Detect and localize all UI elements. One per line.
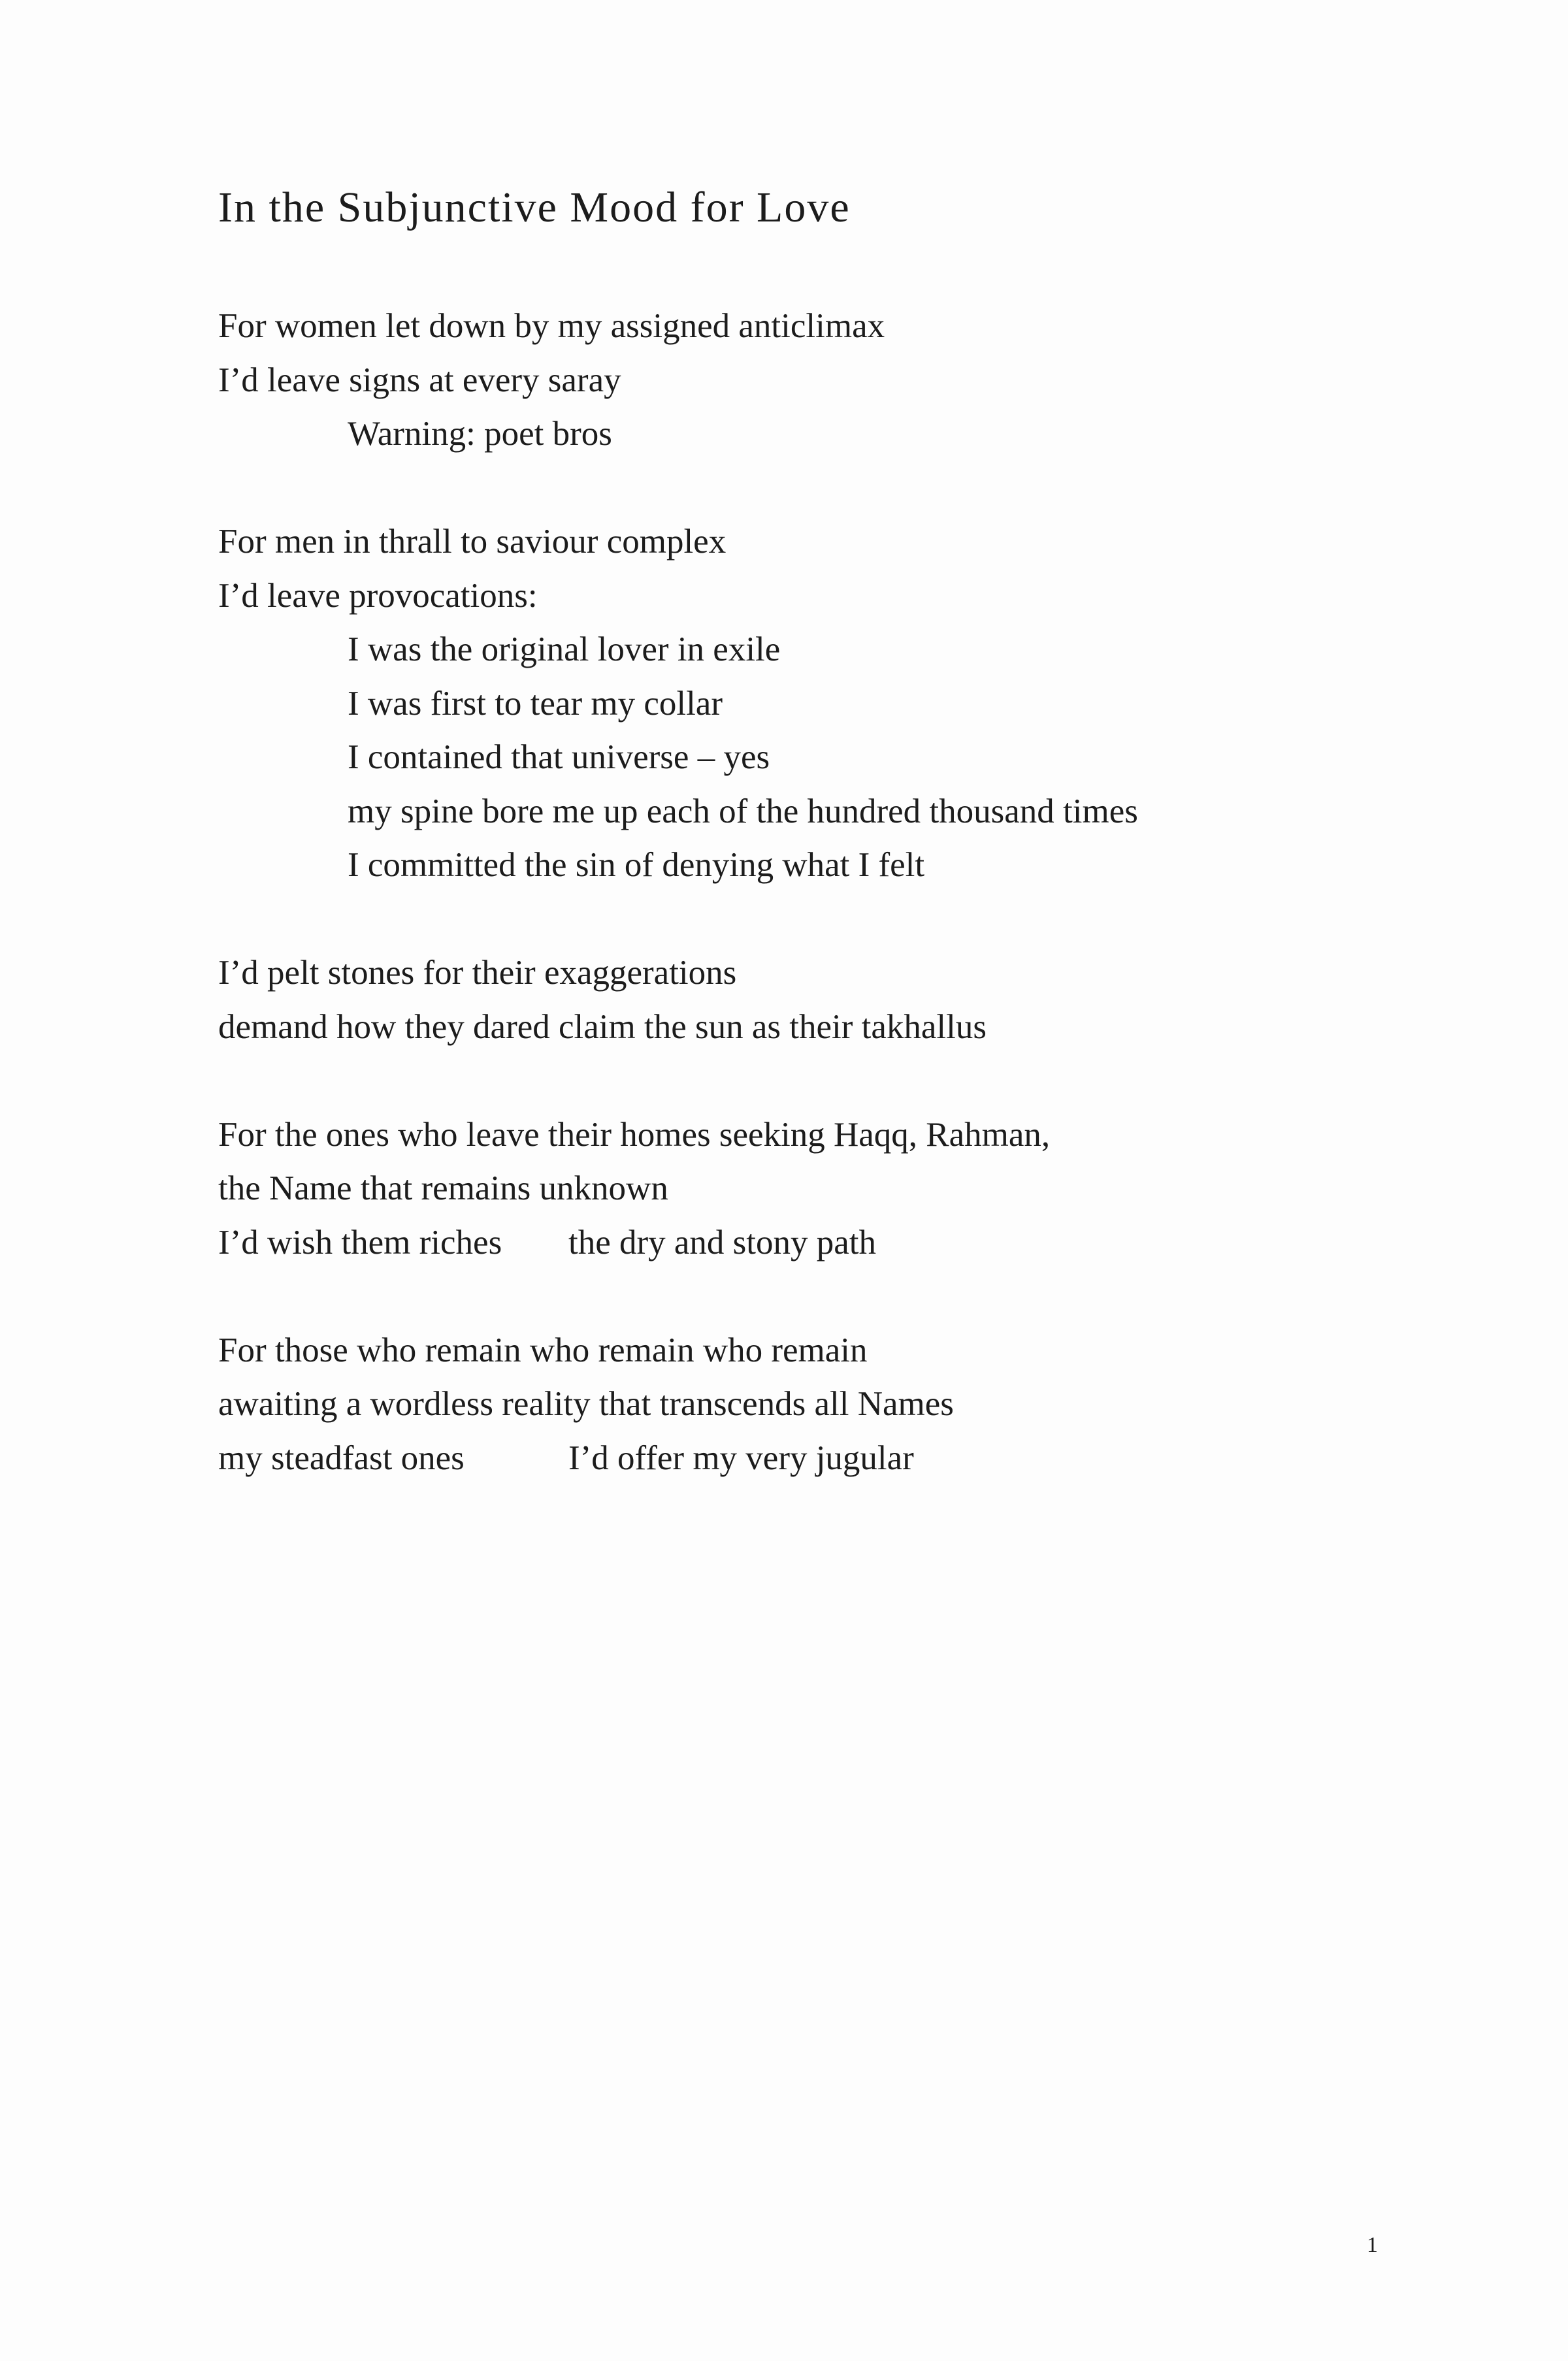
poem-title: In the Subjunctive Mood for Love [218, 184, 851, 231]
stanza-4 [218, 1108, 1492, 1270]
poem-line: For those who remain who remain who remain [218, 1331, 868, 1369]
poem-body [218, 299, 1492, 1539]
poem-line-indented: I committed the sin of denying what I felt [348, 846, 925, 884]
stanza-5 [218, 1324, 1492, 1486]
poem-line-split [218, 1216, 1492, 1270]
poem-line: I’d leave provocations: [218, 576, 538, 615]
poem-line-split [218, 1431, 1492, 1486]
poem-line: I’d pelt stones for their exaggerations [218, 954, 737, 992]
page-number: 1 [1367, 2233, 1378, 2257]
poem-line: demand how they dared claim the sun as their takhallus [218, 1007, 987, 1046]
split-line-right: the dry and stony path [568, 1223, 877, 1262]
poem-line-indented: I was first to tear my collar [348, 684, 723, 723]
split-line-left: I’d wish them riches [218, 1223, 502, 1262]
stanza-1 [218, 299, 1492, 461]
poem-line-indented: I was the original lover in exile [348, 630, 781, 668]
poem-line: the Name that remains unknown [218, 1169, 668, 1207]
split-line-left: my steadfast ones [218, 1439, 465, 1477]
poem-line-indented: Warning: poet bros [348, 415, 612, 453]
poem-line: For men in thrall to saviour complex [218, 523, 727, 561]
poem-line: I’d leave signs at every saray [218, 361, 621, 399]
stanza-3 [218, 946, 1492, 1054]
poem-line-indented: I contained that universe – yes [348, 738, 770, 776]
split-line-right: I’d offer my very jugular [568, 1439, 914, 1477]
poem-line-indented: my spine bore me up each of the hundred thousand times [348, 792, 1138, 830]
poem-line: awaiting a wordless reality that transcends all Names [218, 1385, 954, 1423]
stanza-2 [218, 515, 1492, 892]
poem-line: For women let down by my assigned anticlimax [218, 307, 885, 345]
poem-line: For the ones who leave their homes seeking Haqq, Rahman, [218, 1115, 1051, 1154]
